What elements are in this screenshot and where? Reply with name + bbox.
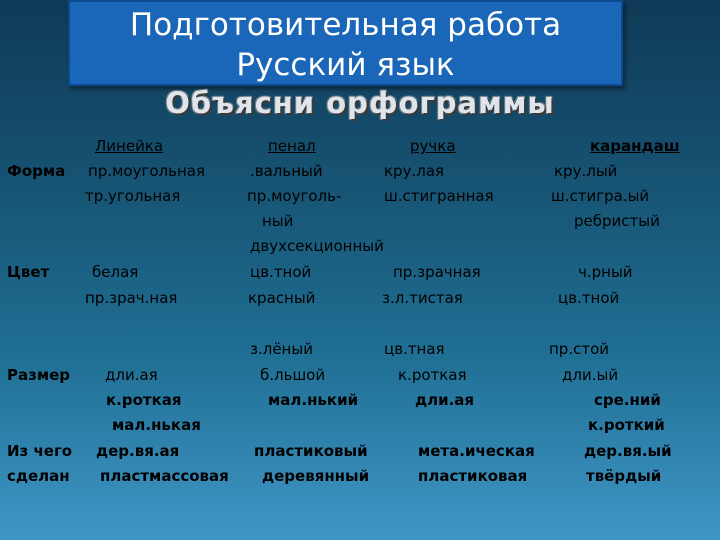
cell-color-pen-1: пр.зрачная — [393, 263, 481, 281]
header-ruler: Линейка — [95, 137, 164, 155]
cell-form-pencilcase-2: пр.моуголь- — [247, 187, 342, 205]
cell-form-ruler-1: пр.моугольная — [88, 162, 205, 180]
cell-color-pencil-3: пр.стой — [549, 340, 610, 358]
cell-size-pencil-1: дли.ый — [562, 366, 619, 384]
row-label-size: Размер — [7, 366, 71, 384]
cell-color-ruler-2: пр.зрач.ная — [85, 289, 178, 307]
cell-form-pencilcase-4: двухсекционный — [250, 237, 384, 255]
cell-form-pencilcase-1: .вальный — [250, 162, 323, 180]
cell-size-ruler-3: мал.нькая — [112, 416, 201, 434]
cell-material-pencil-1: дер.вя.ый — [584, 442, 672, 460]
cell-size-pencil-3: к.роткий — [588, 416, 665, 434]
cell-size-pencilcase-2: мал.нький — [268, 391, 359, 409]
cell-material-ruler-2: пластмассовая — [100, 467, 229, 485]
cell-form-ruler-2: тр.угольная — [85, 187, 181, 205]
cell-color-ruler-1: белая — [92, 263, 139, 281]
cell-material-pen-1: мета.ическая — [418, 442, 535, 460]
title-box — [68, 0, 623, 86]
cell-form-pen-1: кру.лая — [384, 162, 445, 180]
row-label-form: Форма — [7, 162, 66, 180]
header-pen: ручка — [410, 137, 456, 155]
cell-form-pencil-1: кру.лый — [554, 162, 618, 180]
row-label-material-2: сделан — [7, 467, 70, 485]
cell-form-pencil-2: ш.стигра.ый — [551, 187, 650, 205]
cell-size-ruler-1: дли.ая — [105, 366, 158, 384]
cell-form-pencilcase-3: ный — [262, 212, 294, 230]
cell-material-pencilcase-2: деревянный — [262, 467, 370, 485]
cell-form-pen-2: ш.стигранная — [384, 187, 494, 205]
cell-color-pencilcase-2: красный — [248, 289, 316, 307]
page-title-line-2: Русский язык — [236, 47, 455, 83]
cell-color-pencilcase-3: з.лёный — [250, 340, 313, 358]
cell-size-pen-2: дли.ая — [415, 391, 475, 409]
cell-size-ruler-2: к.роткая — [106, 391, 182, 409]
cell-material-pen-2: пластиковая — [418, 467, 528, 485]
row-label-material-1: Из чего — [7, 442, 73, 460]
cell-size-pencil-2: сре.ний — [594, 391, 661, 409]
cell-form-pencil-3: ребристый — [574, 212, 660, 230]
cell-color-pen-3: цв.тная — [384, 340, 445, 358]
cell-material-pencil-2: твёрдый — [586, 467, 662, 485]
row-label-color: Цвет — [7, 263, 50, 281]
page-title-line-1: Подготовительная работа — [129, 7, 562, 43]
cell-color-pen-2: з.л.тистая — [382, 289, 463, 307]
header-pencil-case: пенал — [268, 137, 316, 155]
page-subtitle: Объясни орфограммы — [165, 86, 555, 120]
cell-size-pen-1: к.роткая — [398, 366, 467, 384]
cell-color-pencil-1: ч.рный — [578, 263, 633, 281]
cell-color-pencilcase-1: цв.тной — [250, 263, 312, 281]
cell-material-ruler-1: дер.вя.ая — [96, 442, 180, 460]
cell-color-pencil-2: цв.тной — [558, 289, 620, 307]
cell-material-pencilcase-1: пластиковый — [254, 442, 368, 460]
cell-size-pencilcase-1: б.льшой — [260, 366, 326, 384]
header-pencil: карандаш — [590, 137, 680, 155]
